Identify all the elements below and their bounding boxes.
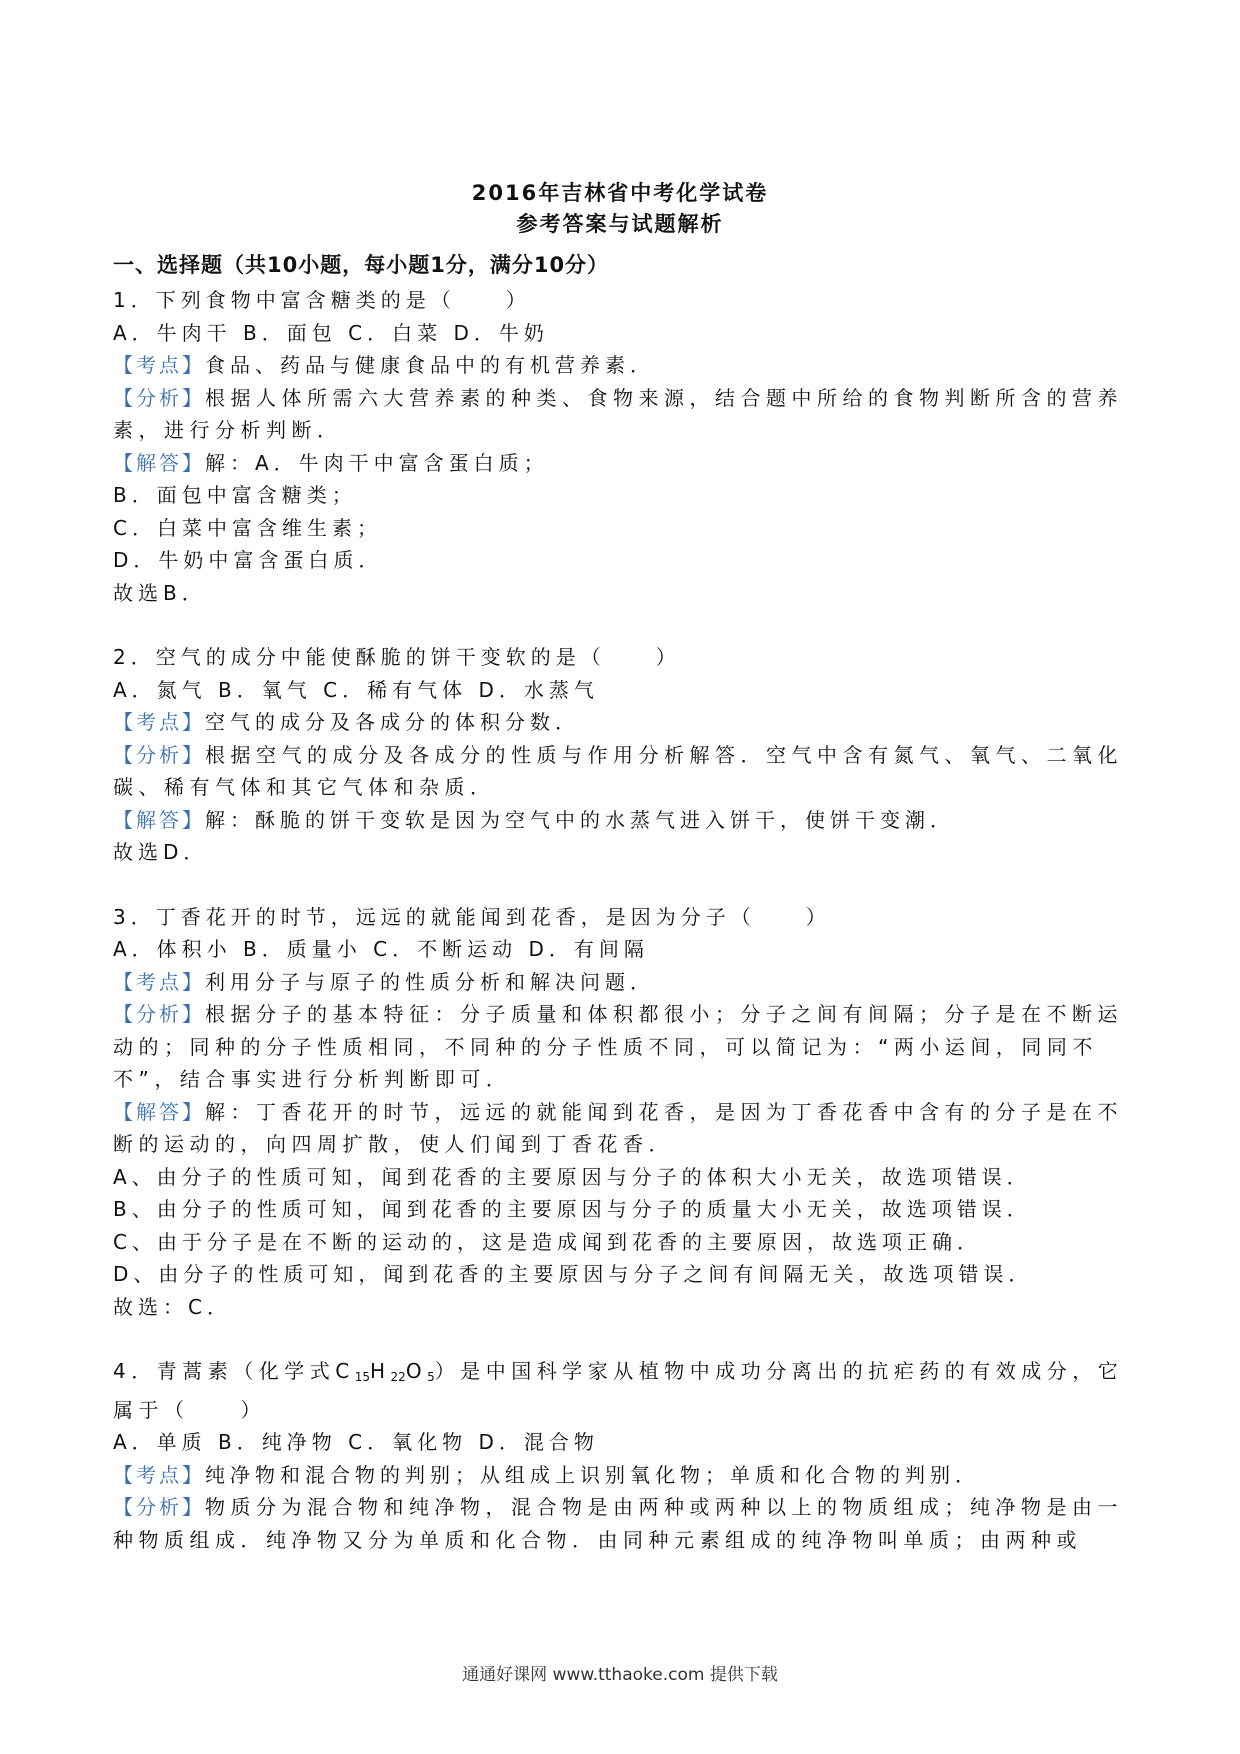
subscript: 5 [427,1370,435,1384]
final-choice: 故选：C． [113,1294,232,1319]
document-subtitle: 参考答案与试题解析 [516,212,724,236]
analysis-tag: 【分析】 [113,1002,205,1026]
question-options: A．体积小 B．质量小 C．不断运动 D．有间隔 [113,937,649,961]
question-options: A．单质 B．纯净物 C．氧化物 D．混合物 [113,1430,599,1454]
point-tag: 【考点】 [113,710,205,734]
answer-detail: D、由分子的性质可知，闻到花香的主要原因与分子之间有间隔无关，故选项错误． [113,1262,1034,1286]
question-2 [113,641,1128,869]
subscript: 22 [390,1370,406,1384]
final-choice: 故选D． [113,840,209,864]
answer-text: 解：酥脆的饼干变软是因为空气中的水蒸气进入饼干，使饼干变潮． [205,807,955,832]
point-line [113,706,1128,739]
analysis-tag: 【分析】 [113,385,205,410]
answer-text: 解：A．牛肉干中富含蛋白质； [205,450,549,475]
analysis-tag: 【分析】 [113,742,205,767]
spacer [113,1323,1128,1355]
point-tag: 【考点】 [113,353,205,377]
formula-element: O [405,1359,428,1383]
analysis-tag: 【分析】 [113,1495,205,1519]
question-4 [113,1355,1128,1556]
question-stem [113,1355,1128,1426]
subscript: 15 [354,1370,370,1384]
answer-line [113,804,1128,837]
stem-text: ）是中国科学家从植物中成功分离出的抗疟药的有效成分，它属于（ ） [113,1359,1124,1422]
point-text: 空气的成分及各成分的体积分数． [205,710,580,734]
point-line [113,966,1128,999]
question-stem: 2．空气的成分中能使酥脆的饼干变软的是（ ） [113,645,681,669]
question-3 [113,901,1128,1324]
answer-tag: 【解答】 [113,1099,205,1124]
question-options: A．牛肉干 B．面包 C．白菜 D．牛奶 [113,320,549,345]
point-line [113,349,1128,382]
spacer [113,609,1128,641]
analysis-text: 根据人体所需六大营养素的种类、食物来源，结合题中所给的食物判断所含的营养素，进行分析判断． [113,385,1123,442]
formula-element: H [369,1359,391,1383]
answer-detail: B、由分子的性质可知，闻到花香的主要原因与分子的质量大小无关，故选项错误． [113,1197,1032,1221]
document-title: 2016年吉林省中考化学试卷 [471,181,769,205]
answer-line [113,1096,1128,1161]
point-text: 利用分子与原子的性质分析和解决问题． [205,969,655,994]
answer-line [113,447,1128,480]
analysis-text: 根据空气的成分及各成分的性质与作用分析解答．空气中含有氮气、氧气、二氧化碳、稀有气体和其它气体和杂质． [113,742,1123,799]
final-choice: 故选B． [113,580,207,605]
answer-tag: 【解答】 [113,807,205,832]
analysis-line [113,1491,1128,1556]
question-1 [113,284,1128,609]
spacer [113,869,1128,901]
title-block [0,178,1240,240]
point-tag: 【考点】 [113,1462,205,1487]
analysis-line [113,998,1128,1096]
answer-detail: A、由分子的性质可知，闻到花香的主要原因与分子的体积大小无关，故选项错误． [113,1164,1032,1189]
stem-text: 4．青蒿素（化学式C [113,1359,355,1383]
answer-tag: 【解答】 [113,450,205,475]
answer-detail: B．面包中富含糖类； [113,483,357,507]
analysis-text: 根据分子的基本特征：分子质量和体积都很小；分子之间有间隔；分子是在不断运动的；同种的分子性质相同，不同种的分子性质不同，可以简记为：“两小运间，同同不不”，结合事实进行分析判断即可． [113,1002,1123,1091]
point-text: 纯净物和混合物的判别；从组成上识别氧化物；单质和化合物的判别． [205,1462,980,1487]
answer-detail: D．牛奶中富含蛋白质． [113,548,384,572]
analysis-text: 物质分为混合物和纯净物，混合物是由两种或两种以上的物质组成；纯净物是由一种物质组成．纯净物又分为单质和化合物．由同种元素组成的纯净物叫单质；由两种或 [113,1495,1123,1552]
analysis-line [113,382,1128,447]
point-text: 食品、药品与健康食品中的有机营养素． [205,353,655,377]
question-options: A．氮气 B．氧气 C．稀有气体 D．水蒸气 [113,677,599,702]
point-line [113,1459,1128,1492]
content-body [113,250,1128,1556]
question-stem: 3．丁香花开的时节，远远的就能闻到花香，是因为分子（ ） [113,904,831,929]
page-footer: 通通好课网 www.tthaoke.com 提供下载 [462,1665,778,1685]
point-tag: 【考点】 [113,969,205,994]
analysis-line [113,739,1128,804]
section-heading: 一、选择题（共10小题，每小题1分，满分10分） [113,253,610,277]
answer-text: 解：丁香花开的时节，远远的就能闻到花香，是因为丁香花香中含有的分子是在不断的运动的，向四周扩散，使人们闻到丁香花香． [113,1099,1123,1156]
answer-detail: C．白菜中富含维生素； [113,515,382,540]
question-stem: 1．下列食物中富含糖类的是（ ） [113,288,531,312]
answer-detail: C、由于分子是在不断的运动的，这是造成闻到花香的主要原因，故选项正确． [113,1229,982,1254]
